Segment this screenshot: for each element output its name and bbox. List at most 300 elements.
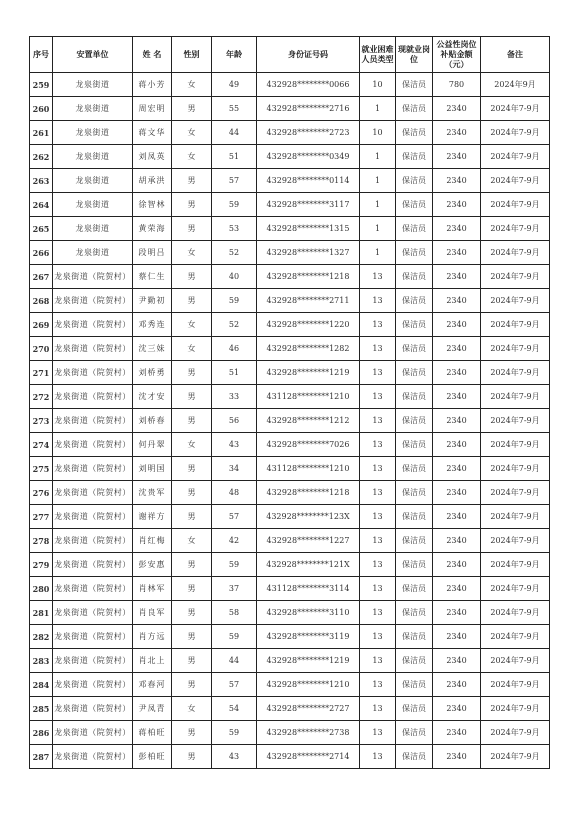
placement-unit: 龙泉街道（院贺村） (53, 673, 133, 697)
placement-unit: 龙泉街道 (53, 193, 133, 217)
row-number: 264 (30, 193, 53, 217)
id-number: 432928********1282 (257, 337, 360, 361)
difficulty-type: 13 (360, 601, 396, 625)
age-cell: 40 (212, 265, 257, 289)
age-cell: 55 (212, 97, 257, 121)
note-cell: 2024年7-9月 (481, 505, 550, 529)
id-number: 432928********1327 (257, 241, 360, 265)
placement-unit: 龙泉街道（院贺村） (53, 289, 133, 313)
row-number: 273 (30, 409, 53, 433)
job-post: 保洁员 (396, 577, 433, 601)
subsidy-amount: 2340 (433, 745, 481, 769)
subsidy-amount: 2340 (433, 553, 481, 577)
row-number: 266 (30, 241, 53, 265)
id-number: 432928********3119 (257, 625, 360, 649)
table-row (30, 385, 550, 409)
id-number: 432928********2711 (257, 289, 360, 313)
note-cell: 2024年7-9月 (481, 457, 550, 481)
subsidy-amount: 2340 (433, 337, 481, 361)
placement-unit: 龙泉街道（院贺村） (53, 697, 133, 721)
header-subsidy: 公益性岗位补贴金额（元） (433, 37, 481, 73)
job-post: 保洁员 (396, 601, 433, 625)
placement-unit: 龙泉街道（院贺村） (53, 721, 133, 745)
row-number: 277 (30, 505, 53, 529)
age-cell: 52 (212, 313, 257, 337)
row-number: 267 (30, 265, 53, 289)
id-number: 432928********2723 (257, 121, 360, 145)
difficulty-type: 13 (360, 313, 396, 337)
job-post: 保洁员 (396, 337, 433, 361)
difficulty-type: 13 (360, 385, 396, 409)
header-no: 序号 (30, 37, 53, 73)
header-type: 就业困难人员类型 (360, 37, 396, 73)
person-name: 谢祥方 (133, 505, 172, 529)
gender-cell: 女 (172, 313, 212, 337)
note-cell: 2024年7-9月 (481, 409, 550, 433)
subsidy-amount: 2340 (433, 193, 481, 217)
person-name: 彭柏旺 (133, 745, 172, 769)
placement-unit: 龙泉街道（院贺村） (53, 601, 133, 625)
id-number: 431128********3114 (257, 577, 360, 601)
placement-unit: 龙泉街道 (53, 169, 133, 193)
note-cell: 2024年7-9月 (481, 289, 550, 313)
subsidy-amount: 2340 (433, 529, 481, 553)
gender-cell: 女 (172, 145, 212, 169)
row-number: 278 (30, 529, 53, 553)
placement-unit: 龙泉街道（院贺村） (53, 649, 133, 673)
person-name: 蔡仁生 (133, 265, 172, 289)
difficulty-type: 13 (360, 673, 396, 697)
table-row (30, 313, 550, 337)
placement-unit: 龙泉街道（院贺村） (53, 745, 133, 769)
person-name: 肖方远 (133, 625, 172, 649)
difficulty-type: 13 (360, 409, 396, 433)
subsidy-amount: 2340 (433, 697, 481, 721)
difficulty-type: 1 (360, 217, 396, 241)
table-row (30, 577, 550, 601)
note-cell: 2024年7-9月 (481, 337, 550, 361)
job-post: 保洁员 (396, 433, 433, 457)
job-post: 保洁员 (396, 625, 433, 649)
subsidy-amount: 2340 (433, 217, 481, 241)
id-number: 432928********3117 (257, 193, 360, 217)
id-number: 432928********7026 (257, 433, 360, 457)
row-number: 270 (30, 337, 53, 361)
person-name: 邓春河 (133, 673, 172, 697)
id-number: 432928********121X (257, 553, 360, 577)
person-name: 蒋小芳 (133, 73, 172, 97)
gender-cell: 女 (172, 121, 212, 145)
row-number: 274 (30, 433, 53, 457)
age-cell: 49 (212, 73, 257, 97)
person-name: 邓秀连 (133, 313, 172, 337)
gender-cell: 男 (172, 385, 212, 409)
id-number: 432928********2716 (257, 97, 360, 121)
job-post: 保洁员 (396, 673, 433, 697)
age-cell: 43 (212, 433, 257, 457)
table-row (30, 601, 550, 625)
age-cell: 57 (212, 673, 257, 697)
note-cell: 2024年7-9月 (481, 145, 550, 169)
note-cell: 2024年7-9月 (481, 529, 550, 553)
difficulty-type: 13 (360, 553, 396, 577)
row-number: 259 (30, 73, 53, 97)
note-cell: 2024年7-9月 (481, 625, 550, 649)
note-cell: 2024年7-9月 (481, 361, 550, 385)
age-cell: 57 (212, 505, 257, 529)
difficulty-type: 1 (360, 145, 396, 169)
note-cell: 2024年7-9月 (481, 169, 550, 193)
gender-cell: 男 (172, 745, 212, 769)
age-cell: 51 (212, 145, 257, 169)
note-cell: 2024年7-9月 (481, 385, 550, 409)
subsidy-roster-table (29, 36, 550, 769)
difficulty-type: 13 (360, 625, 396, 649)
subsidy-amount: 2340 (433, 97, 481, 121)
row-number: 268 (30, 289, 53, 313)
age-cell: 56 (212, 409, 257, 433)
note-cell: 2024年9月 (481, 73, 550, 97)
header-row (30, 37, 550, 73)
person-name: 蒋柏旺 (133, 721, 172, 745)
person-name: 尹勤初 (133, 289, 172, 313)
gender-cell: 男 (172, 649, 212, 673)
note-cell: 2024年7-9月 (481, 673, 550, 697)
person-name: 刘凤英 (133, 145, 172, 169)
person-name: 胡承洪 (133, 169, 172, 193)
person-name: 黄荣海 (133, 217, 172, 241)
job-post: 保洁员 (396, 409, 433, 433)
note-cell: 2024年7-9月 (481, 721, 550, 745)
header-note: 备注 (481, 37, 550, 73)
difficulty-type: 1 (360, 97, 396, 121)
row-number: 281 (30, 601, 53, 625)
row-number: 286 (30, 721, 53, 745)
id-number: 432928********0349 (257, 145, 360, 169)
difficulty-type: 13 (360, 289, 396, 313)
placement-unit: 龙泉街道（院贺村） (53, 337, 133, 361)
gender-cell: 女 (172, 697, 212, 721)
subsidy-amount: 2340 (433, 169, 481, 193)
gender-cell: 女 (172, 337, 212, 361)
job-post: 保洁员 (396, 721, 433, 745)
gender-cell: 男 (172, 625, 212, 649)
age-cell: 43 (212, 745, 257, 769)
row-number: 285 (30, 697, 53, 721)
placement-unit: 龙泉街道（院贺村） (53, 481, 133, 505)
difficulty-type: 13 (360, 649, 396, 673)
age-cell: 59 (212, 553, 257, 577)
row-number: 272 (30, 385, 53, 409)
id-number: 432928********1219 (257, 649, 360, 673)
age-cell: 37 (212, 577, 257, 601)
note-cell: 2024年7-9月 (481, 97, 550, 121)
age-cell: 44 (212, 649, 257, 673)
person-name: 肖林军 (133, 577, 172, 601)
id-number: 432928********0066 (257, 73, 360, 97)
job-post: 保洁员 (396, 313, 433, 337)
row-number: 261 (30, 121, 53, 145)
person-name: 肖良军 (133, 601, 172, 625)
difficulty-type: 13 (360, 457, 396, 481)
gender-cell: 男 (172, 97, 212, 121)
gender-cell: 男 (172, 193, 212, 217)
difficulty-type: 13 (360, 529, 396, 553)
gender-cell: 女 (172, 73, 212, 97)
id-number: 431128********1210 (257, 457, 360, 481)
job-post: 保洁员 (396, 457, 433, 481)
age-cell: 54 (212, 697, 257, 721)
job-post: 保洁员 (396, 193, 433, 217)
row-number: 269 (30, 313, 53, 337)
difficulty-type: 10 (360, 73, 396, 97)
person-name: 段明吕 (133, 241, 172, 265)
table-row (30, 553, 550, 577)
table-row (30, 145, 550, 169)
age-cell: 48 (212, 481, 257, 505)
job-post: 保洁员 (396, 505, 433, 529)
difficulty-type: 1 (360, 169, 396, 193)
subsidy-amount: 2340 (433, 481, 481, 505)
gender-cell: 男 (172, 409, 212, 433)
table-row (30, 121, 550, 145)
row-number: 284 (30, 673, 53, 697)
gender-cell: 男 (172, 361, 212, 385)
subsidy-amount: 2340 (433, 625, 481, 649)
table-row (30, 337, 550, 361)
difficulty-type: 13 (360, 697, 396, 721)
table-row (30, 649, 550, 673)
age-cell: 59 (212, 625, 257, 649)
placement-unit: 龙泉街道 (53, 121, 133, 145)
placement-unit: 龙泉街道（院贺村） (53, 457, 133, 481)
row-number: 262 (30, 145, 53, 169)
job-post: 保洁员 (396, 553, 433, 577)
gender-cell: 男 (172, 505, 212, 529)
table-row (30, 73, 550, 97)
job-post: 保洁员 (396, 385, 433, 409)
table-row (30, 625, 550, 649)
person-name: 沈才安 (133, 385, 172, 409)
header-gender: 性别 (172, 37, 212, 73)
placement-unit: 龙泉街道 (53, 217, 133, 241)
person-name: 徐智林 (133, 193, 172, 217)
job-post: 保洁员 (396, 169, 433, 193)
person-name: 沈贵军 (133, 481, 172, 505)
table-row (30, 193, 550, 217)
table-row (30, 481, 550, 505)
subsidy-amount: 2340 (433, 457, 481, 481)
note-cell: 2024年7-9月 (481, 697, 550, 721)
difficulty-type: 13 (360, 745, 396, 769)
difficulty-type: 1 (360, 241, 396, 265)
table-row (30, 289, 550, 313)
person-name: 周宏明 (133, 97, 172, 121)
id-number: 432928********1218 (257, 265, 360, 289)
gender-cell: 男 (172, 481, 212, 505)
gender-cell: 男 (172, 721, 212, 745)
header-name: 姓 名 (133, 37, 172, 73)
age-cell: 59 (212, 721, 257, 745)
table-row (30, 97, 550, 121)
age-cell: 46 (212, 337, 257, 361)
subsidy-amount: 2340 (433, 385, 481, 409)
gender-cell: 男 (172, 265, 212, 289)
job-post: 保洁员 (396, 121, 433, 145)
person-name: 肖北上 (133, 649, 172, 673)
gender-cell: 男 (172, 577, 212, 601)
subsidy-amount: 2340 (433, 673, 481, 697)
table-row (30, 697, 550, 721)
id-number: 432928********0114 (257, 169, 360, 193)
row-number: 260 (30, 97, 53, 121)
id-number: 432928********2714 (257, 745, 360, 769)
gender-cell: 女 (172, 529, 212, 553)
person-name: 沈三妹 (133, 337, 172, 361)
job-post: 保洁员 (396, 289, 433, 313)
placement-unit: 龙泉街道（院贺村） (53, 313, 133, 337)
id-number: 432928********2738 (257, 721, 360, 745)
job-post: 保洁员 (396, 265, 433, 289)
subsidy-amount: 2340 (433, 313, 481, 337)
difficulty-type: 13 (360, 433, 396, 457)
placement-unit: 龙泉街道 (53, 145, 133, 169)
table-row (30, 745, 550, 769)
subsidy-amount: 2340 (433, 433, 481, 457)
subsidy-amount: 2340 (433, 409, 481, 433)
job-post: 保洁员 (396, 73, 433, 97)
person-name: 蒋文华 (133, 121, 172, 145)
person-name: 彭安惠 (133, 553, 172, 577)
gender-cell: 女 (172, 433, 212, 457)
table-row (30, 361, 550, 385)
gender-cell: 男 (172, 457, 212, 481)
job-post: 保洁员 (396, 745, 433, 769)
age-cell: 59 (212, 289, 257, 313)
difficulty-type: 13 (360, 577, 396, 601)
age-cell: 33 (212, 385, 257, 409)
note-cell: 2024年7-9月 (481, 193, 550, 217)
header-age: 年龄 (212, 37, 257, 73)
age-cell: 58 (212, 601, 257, 625)
age-cell: 57 (212, 169, 257, 193)
id-number: 432928********2727 (257, 697, 360, 721)
id-number: 432928********1315 (257, 217, 360, 241)
table-row (30, 265, 550, 289)
id-number: 432928********1220 (257, 313, 360, 337)
id-number: 432928********3110 (257, 601, 360, 625)
person-name: 尹凤青 (133, 697, 172, 721)
placement-unit: 龙泉街道（院贺村） (53, 385, 133, 409)
subsidy-amount: 2340 (433, 289, 481, 313)
job-post: 保洁员 (396, 529, 433, 553)
placement-unit: 龙泉街道 (53, 73, 133, 97)
row-number: 279 (30, 553, 53, 577)
table-row (30, 409, 550, 433)
subsidy-amount: 2340 (433, 649, 481, 673)
note-cell: 2024年7-9月 (481, 241, 550, 265)
placement-unit: 龙泉街道 (53, 241, 133, 265)
job-post: 保洁员 (396, 697, 433, 721)
placement-unit: 龙泉街道（院贺村） (53, 361, 133, 385)
person-name: 刘桥春 (133, 409, 172, 433)
age-cell: 53 (212, 217, 257, 241)
id-number: 431128********1210 (257, 385, 360, 409)
subsidy-amount: 2340 (433, 601, 481, 625)
job-post: 保洁员 (396, 145, 433, 169)
gender-cell: 男 (172, 601, 212, 625)
header-unit: 安置单位 (53, 37, 133, 73)
age-cell: 34 (212, 457, 257, 481)
placement-unit: 龙泉街道 (53, 97, 133, 121)
difficulty-type: 13 (360, 505, 396, 529)
row-number: 271 (30, 361, 53, 385)
placement-unit: 龙泉街道（院贺村） (53, 529, 133, 553)
difficulty-type: 10 (360, 121, 396, 145)
gender-cell: 男 (172, 673, 212, 697)
row-number: 275 (30, 457, 53, 481)
table-row (30, 169, 550, 193)
row-number: 283 (30, 649, 53, 673)
placement-unit: 龙泉街道（院贺村） (53, 409, 133, 433)
note-cell: 2024年7-9月 (481, 601, 550, 625)
table-row (30, 673, 550, 697)
age-cell: 59 (212, 193, 257, 217)
note-cell: 2024年7-9月 (481, 577, 550, 601)
subsidy-amount: 2340 (433, 265, 481, 289)
subsidy-amount: 2340 (433, 145, 481, 169)
person-name: 肖红梅 (133, 529, 172, 553)
header-id: 身份证号码 (257, 37, 360, 73)
table-row (30, 529, 550, 553)
job-post: 保洁员 (396, 217, 433, 241)
table-row (30, 433, 550, 457)
note-cell: 2024年7-9月 (481, 265, 550, 289)
job-post: 保洁员 (396, 649, 433, 673)
table-row (30, 721, 550, 745)
id-number: 432928********1219 (257, 361, 360, 385)
subsidy-amount: 2340 (433, 241, 481, 265)
table-row (30, 217, 550, 241)
difficulty-type: 1 (360, 193, 396, 217)
gender-cell: 男 (172, 217, 212, 241)
subsidy-amount: 780 (433, 73, 481, 97)
id-number: 432928********1212 (257, 409, 360, 433)
gender-cell: 男 (172, 553, 212, 577)
note-cell: 2024年7-9月 (481, 121, 550, 145)
age-cell: 51 (212, 361, 257, 385)
job-post: 保洁员 (396, 361, 433, 385)
person-name: 何丹翠 (133, 433, 172, 457)
age-cell: 52 (212, 241, 257, 265)
placement-unit: 龙泉街道（院贺村） (53, 553, 133, 577)
subsidy-amount: 2340 (433, 361, 481, 385)
header-post: 现就业岗位 (396, 37, 433, 73)
placement-unit: 龙泉街道（院贺村） (53, 505, 133, 529)
gender-cell: 女 (172, 241, 212, 265)
placement-unit: 龙泉街道（院贺村） (53, 625, 133, 649)
placement-unit: 龙泉街道（院贺村） (53, 577, 133, 601)
note-cell: 2024年7-9月 (481, 433, 550, 457)
row-number: 282 (30, 625, 53, 649)
note-cell: 2024年7-9月 (481, 649, 550, 673)
table-row (30, 457, 550, 481)
row-number: 265 (30, 217, 53, 241)
subsidy-amount: 2340 (433, 505, 481, 529)
note-cell: 2024年7-9月 (481, 745, 550, 769)
subsidy-amount: 2340 (433, 721, 481, 745)
age-cell: 42 (212, 529, 257, 553)
